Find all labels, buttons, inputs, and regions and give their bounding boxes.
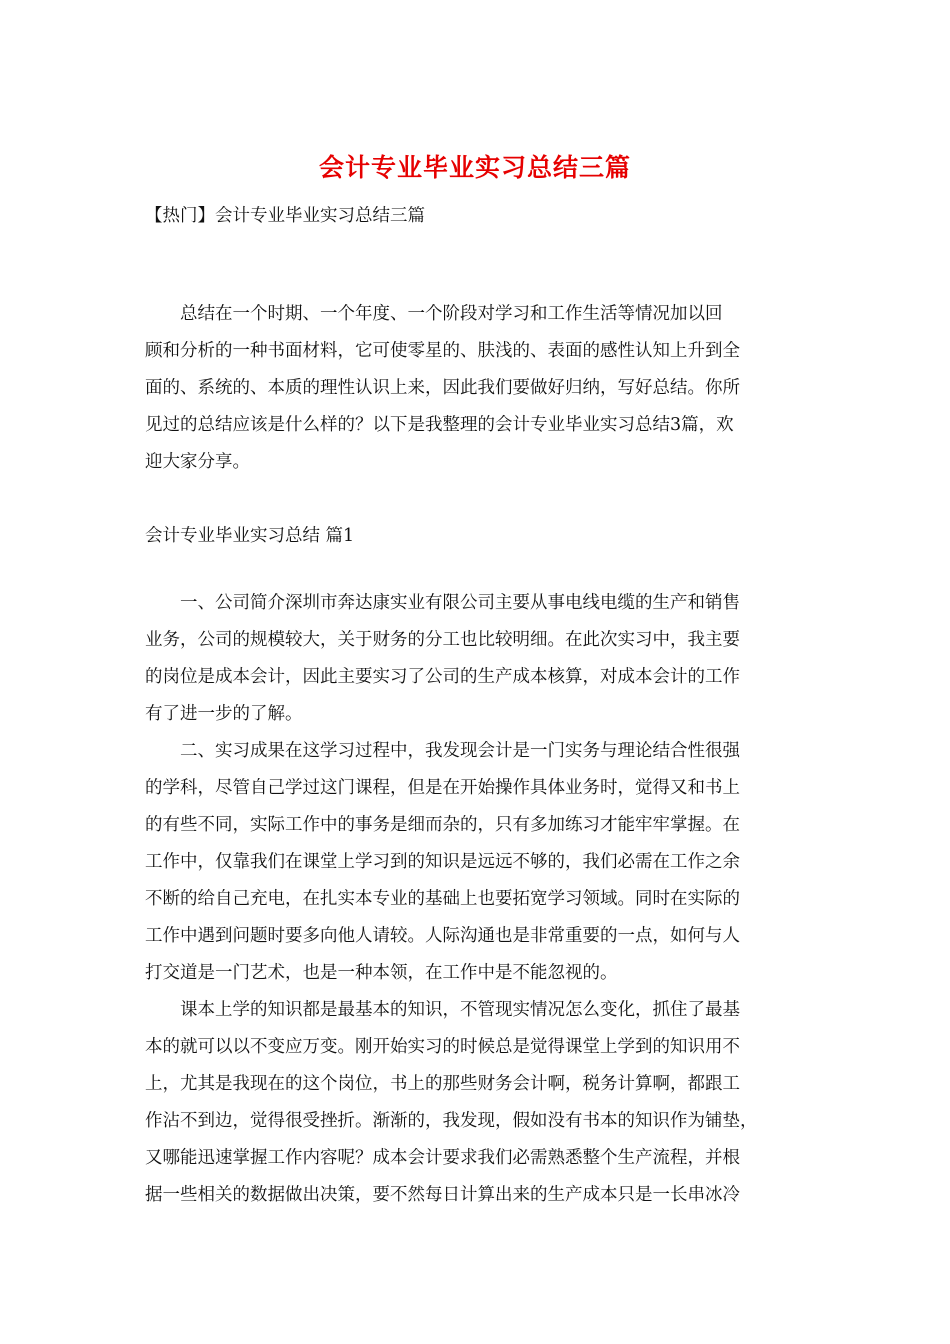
intro-paragraph — [145, 296, 805, 481]
body-line: 的有些不同，实际工作中的事务是细而杂的，只有多加练习才能牢牢掌握。在 — [145, 815, 740, 835]
body-line: 二、实习成果在这学习过程中，我发现会计是一门实务与理论结合性很强 — [145, 741, 740, 761]
body-line: 工作中遇到问题时要多向他人请较。人际沟通也是非常重要的一点，如何与人 — [145, 926, 740, 946]
body-line: 不断的给自己充电，在扎实本专业的基础上也要拓宽学习领域。同时在实际的 — [145, 889, 740, 909]
body-line: 上，尤其是我现在的这个岗位，书上的那些财务会计啊，税务计算啊，都跟工 — [145, 1074, 740, 1094]
intro-line: 面的、系统的、本质的理性认识上来，因此我们要做好归纳，写好总结。你所 — [145, 378, 740, 398]
body-line: 工作中，仅靠我们在课堂上学习到的知识是远远不够的，我们必需在工作之余 — [145, 852, 740, 872]
body-line: 的学科，尽管自己学过这门课程，但是在开始操作具体业务时，觉得又和书上 — [145, 778, 740, 798]
document-title: 会计专业毕业实习总结三篇 — [318, 153, 631, 182]
document-subtitle: 【热门】会计专业毕业实习总结三篇 — [145, 206, 425, 226]
body-line: 作沾不到边，觉得很受挫折。渐渐的，我发现，假如没有书本的知识作为铺垫， — [145, 1111, 758, 1131]
body-line: 一、公司简介深圳市奔达康实业有限公司主要从事电线电缆的生产和销售 — [145, 593, 740, 613]
body-line: 的岗位是成本会计，因此主要实习了公司的生产成本核算，对成本会计的工作 — [145, 667, 740, 687]
intro-line: 迎大家分享。 — [145, 452, 250, 472]
intro-line: 总结在一个时期、一个年度、一个阶段对学习和工作生活等情况加以回 — [145, 304, 723, 324]
intro-line: 见过的总结应该是什么样的？以下是我整理的会计专业毕业实习总结3篇，欢 — [145, 415, 734, 435]
intro-line: 顾和分析的一种书面材料，它可使零星的、肤浅的、表面的感性认知上升到全 — [145, 341, 740, 361]
body-line: 业务，公司的规模较大，关于财务的分工也比较明细。在此次实习中，我主要 — [145, 630, 740, 650]
body-line: 有了进一步的了解。 — [145, 704, 303, 724]
body-text — [145, 585, 805, 1214]
section-heading: 会计专业毕业实习总结 篇1 — [145, 526, 355, 546]
body-line: 又哪能迅速掌握工作内容呢？成本会计要求我们必需熟悉整个生产流程，并根 — [145, 1148, 740, 1168]
body-line: 本的就可以以不变应万变。刚开始实习的时候总是觉得课堂上学到的知识用不 — [145, 1037, 740, 1057]
body-line: 课本上学的知识都是最基本的知识，不管现实情况怎么变化，抓住了最基 — [145, 1000, 740, 1020]
body-line: 据一些相关的数据做出决策，要不然每日计算出来的生产成本只是一长串冰冷 — [145, 1185, 740, 1205]
body-line: 打交道是一门艺术，也是一种本领，在工作中是不能忽视的。 — [145, 963, 618, 983]
